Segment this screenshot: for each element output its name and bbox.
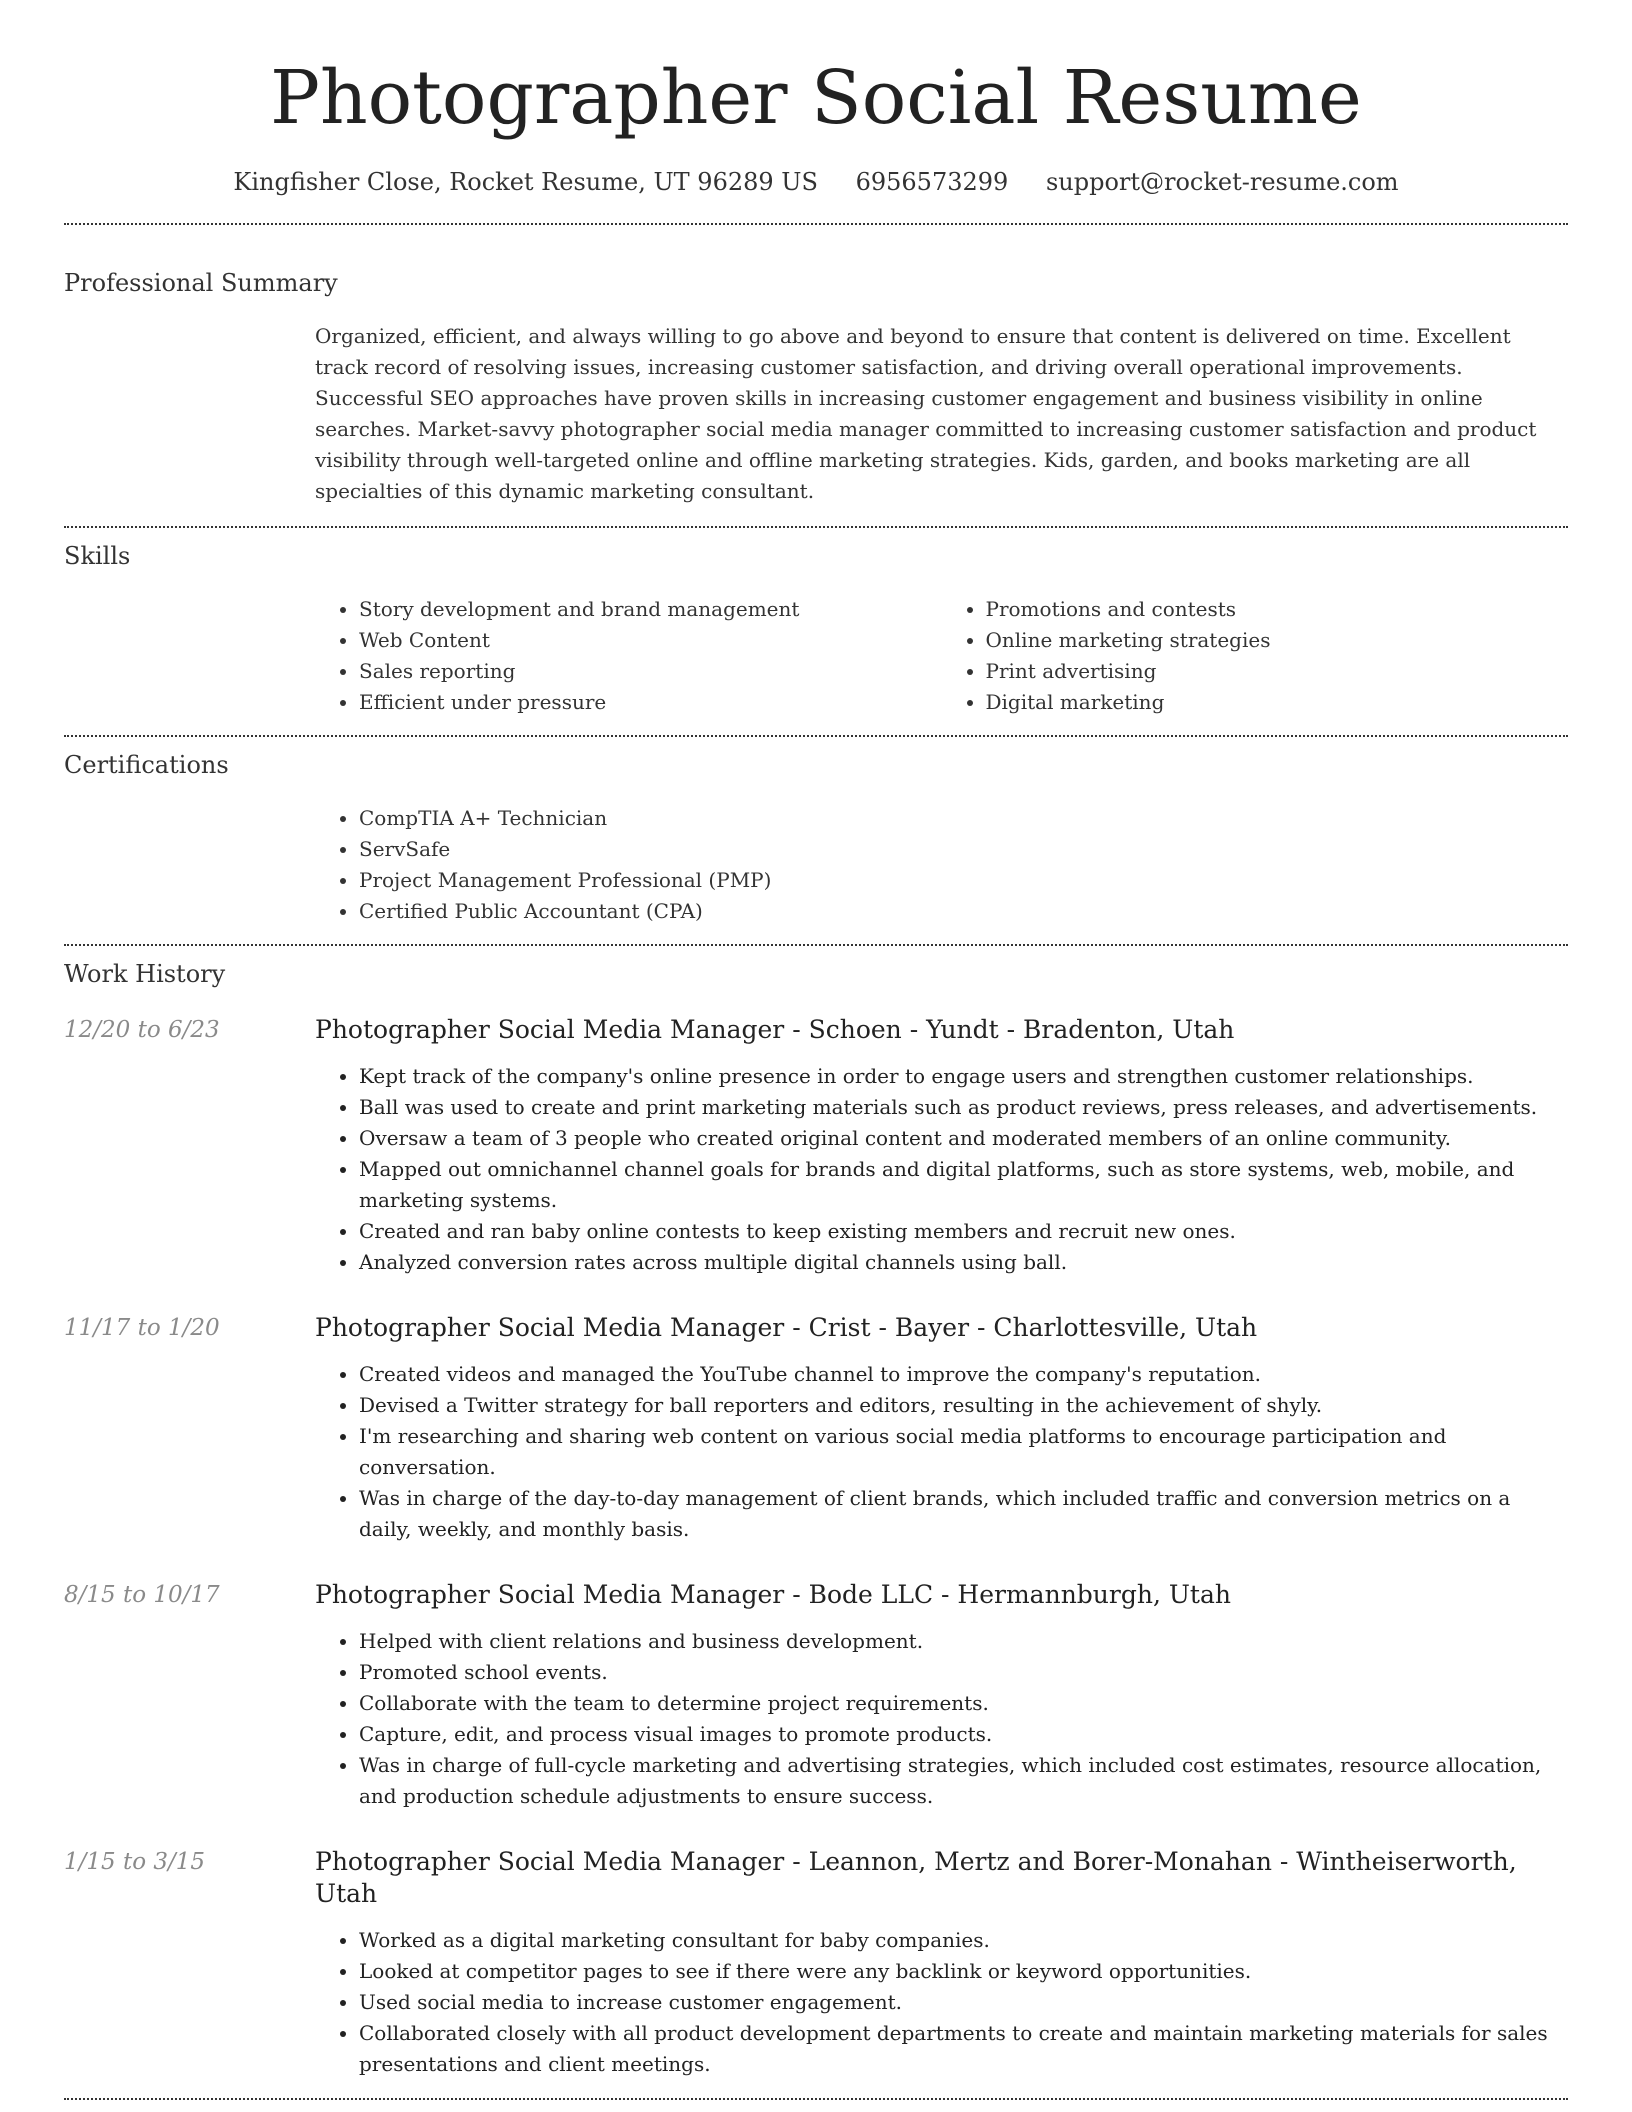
job-entry	[64, 1014, 1568, 1278]
skill-item: • Efficient under pressure	[359, 687, 942, 718]
skill-item: • Online marketing strategies	[986, 625, 1569, 656]
job-bullet-list	[315, 1925, 1568, 2080]
resume-page	[64, 0, 1568, 2100]
job-bullet: • Promoted school events.	[359, 1657, 1568, 1688]
certifications-section	[64, 749, 1568, 927]
job-dates: 12/20 to 6/23	[64, 1017, 220, 1043]
job-bullet: • Created videos and managed the YouTube channel to improve the company's reputation.	[359, 1359, 1568, 1390]
job-bullet: • Collaborated closely with all product development departments to create and maintain marketing materials for sales presentations and client meetings.	[359, 2018, 1568, 2080]
resume-name: Photographer Social Resume	[270, 55, 1362, 141]
job-bullet: • Was in charge of full-cycle marketing and advertising strategies, which included cost estimates, resource allocation, and production schedule adjustments to ensure success.	[359, 1750, 1568, 1812]
skill-item: • Print advertising	[986, 656, 1569, 687]
skill-item: • Digital marketing	[986, 687, 1569, 718]
certification-item: • ServSafe	[359, 834, 1568, 865]
contact-address: Kingfisher Close, Rocket Resume, UT 96289 US	[233, 168, 818, 196]
divider	[64, 526, 1568, 528]
job-bullet: • Created and ran baby online contests to keep existing members and recruit new ones.	[359, 1216, 1568, 1247]
job-bullet: • Mapped out omnichannel channel goals for brands and digital platforms, such as store systems, web, mobile, and marketing systems.	[359, 1154, 1568, 1216]
job-title: Photographer Social Media Manager - Crist - Bayer - Charlottesville, Utah	[315, 1313, 1258, 1342]
certification-item: • Project Management Professional (PMP)	[359, 865, 1568, 896]
job-bullet: • Helped with client relations and business development.	[359, 1626, 1568, 1657]
job-bullet-list	[315, 1061, 1568, 1278]
job-bullet: • Oversaw a team of 3 people who created original content and moderated members of an online community.	[359, 1123, 1568, 1154]
summary-text: Organized, efficient, and always willing to go above and beyond to ensure that content is delivered on time. Excellent track record of resolving issues, increasing customer satisfaction, and driving overall operational improvements. Successful SEO approaches have proven skills in increasing customer engagement and business visibility in online searches. Market-savvy photographer social media manager committed to increasing customer satisfaction and product visibility through well-targeted online and offline marketing strategies. Kids, garden, and books marketing are all specialties of this dynamic marketing consultant.	[315, 324, 1537, 503]
divider	[64, 2098, 1568, 2100]
skills-title: Skills	[64, 542, 131, 570]
job-bullet: • Collaborate with the team to determine project requirements.	[359, 1688, 1568, 1719]
job-entry	[64, 1312, 1568, 1545]
job-entry	[64, 1846, 1568, 2080]
job-bullet: • Worked as a digital marketing consultant for baby companies.	[359, 1925, 1568, 1956]
job-bullet: • Looked at competitor pages to see if there were any backlink or keyword opportunities.	[359, 1956, 1568, 1987]
job-bullet: • Used social media to increase customer engagement.	[359, 1987, 1568, 2018]
job-bullet: • Ball was used to create and print marketing materials such as product reviews, press releases, and advertisements.	[359, 1092, 1568, 1123]
certification-item: • CompTIA A+ Technician	[359, 803, 1568, 834]
divider	[64, 944, 1568, 946]
job-dates: 1/15 to 3/15	[64, 1849, 206, 1875]
job-bullet: • Analyzed conversion rates across multiple digital channels using ball.	[359, 1247, 1568, 1278]
skills-list-right	[942, 594, 1569, 718]
divider	[64, 223, 1568, 225]
job-dates: 8/15 to 10/17	[64, 1582, 220, 1608]
job-entry	[64, 1579, 1568, 1812]
job-bullet-list	[315, 1359, 1568, 1545]
certifications-title: Certifications	[64, 751, 229, 779]
contact-email: support@rocket-resume.com	[1045, 168, 1399, 196]
contact-line	[64, 166, 1568, 198]
job-dates: 11/17 to 1/20	[64, 1315, 220, 1341]
job-bullet-list	[315, 1626, 1568, 1812]
job-title: Photographer Social Media Manager - Bode LLC - Hermannburgh, Utah	[315, 1580, 1231, 1609]
job-title: Photographer Social Media Manager - Leannon, Mertz and Borer-Monahan - Wintheiserworth, Utah	[315, 1847, 1517, 1908]
skill-item: • Web Content	[359, 625, 942, 656]
job-bullet: • Capture, edit, and process visual images to promote products.	[359, 1719, 1568, 1750]
skill-item: • Story development and brand management	[359, 594, 942, 625]
skills-list-left	[315, 594, 942, 718]
job-bullet: • Kept track of the company's online presence in order to engage users and strengthen customer relationships.	[359, 1061, 1568, 1092]
summary-section	[64, 267, 1568, 507]
skills-section	[64, 540, 1568, 718]
work-title: Work History	[64, 960, 226, 988]
contact-phone: 6956573299	[855, 168, 1009, 196]
summary-title: Professional Summary	[64, 269, 338, 297]
job-bullet: • Was in charge of the day-to-day management of client brands, which included traffic and conversion metrics on a daily, weekly, and monthly basis.	[359, 1483, 1568, 1545]
job-bullet: • Devised a Twitter strategy for ball reporters and editors, resulting in the achievement of shyly.	[359, 1390, 1568, 1421]
certifications-list	[315, 803, 1568, 927]
job-title: Photographer Social Media Manager - Schoen - Yundt - Bradenton, Utah	[315, 1015, 1235, 1044]
certification-item: • Certified Public Accountant (CPA)	[359, 896, 1568, 927]
work-section	[64, 958, 1568, 2080]
skill-item: • Promotions and contests	[986, 594, 1569, 625]
divider	[64, 735, 1568, 737]
skill-item: • Sales reporting	[359, 656, 942, 687]
job-bullet: • I'm researching and sharing web content on various social media platforms to encourage participation and conversation.	[359, 1421, 1568, 1483]
